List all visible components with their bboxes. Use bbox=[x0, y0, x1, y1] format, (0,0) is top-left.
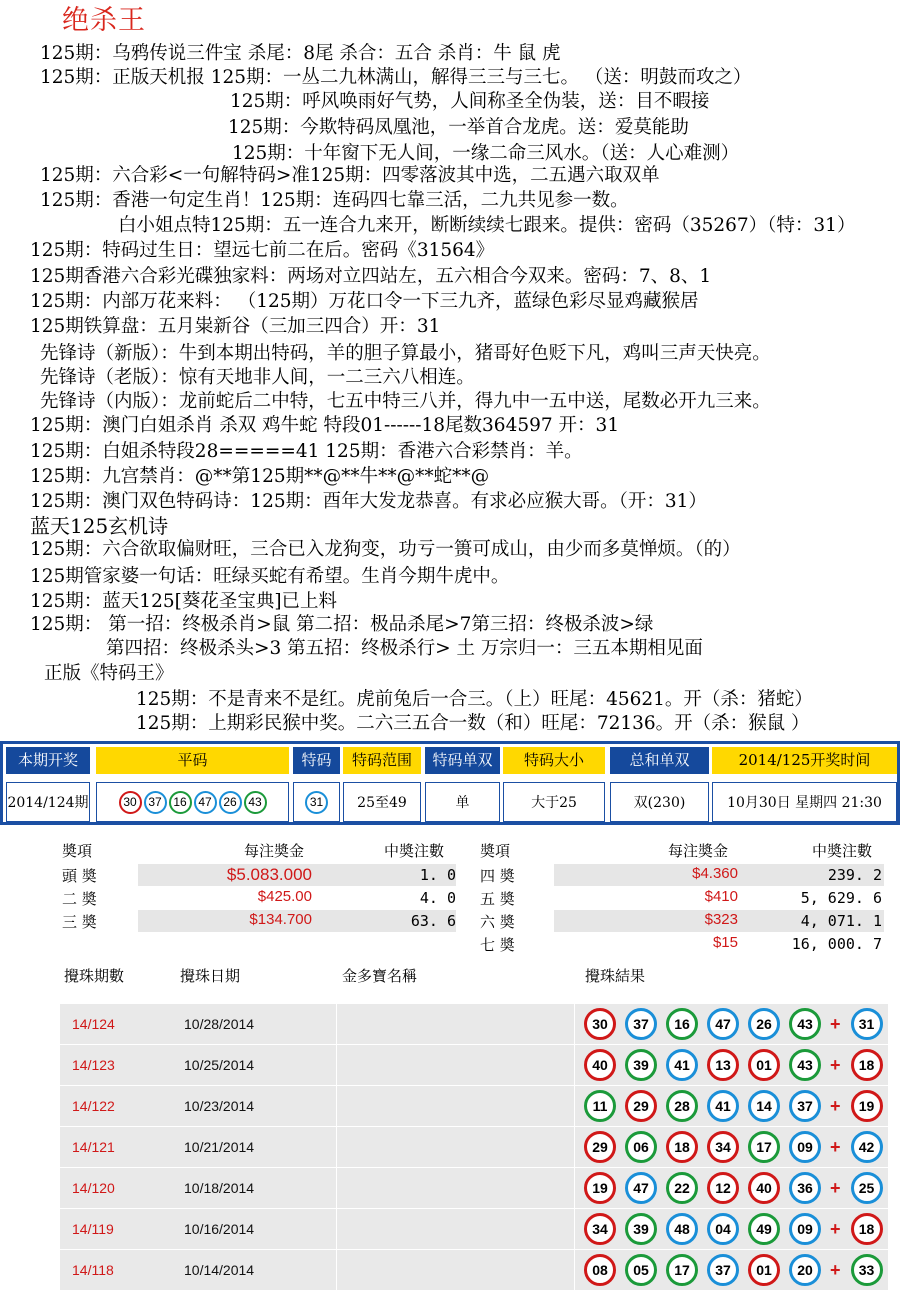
ball: 29 bbox=[625, 1090, 657, 1122]
prize-count: 1. 0 bbox=[419, 866, 456, 884]
text-line: 125期：六合欲取偏财旺，三合已入龙狗变，功亏一篑可成山，由少而多莫惮烦。（的） bbox=[30, 539, 741, 560]
result-row bbox=[60, 1004, 888, 1044]
text-line: 125期管家婆一句话：旺绿买蛇有希望。生肖今期牛虎中。 bbox=[30, 566, 510, 587]
ball: 30 bbox=[119, 791, 142, 814]
prize-count: 4, 071. 1 bbox=[800, 912, 882, 930]
ball: 40 bbox=[584, 1049, 616, 1081]
text-line: 125期：香港一句定生肖！125期：连码四七靠三活，二九共见参一数。 bbox=[40, 190, 629, 211]
text-line: 125期：内部万花来料： （125期）万花口令一下三九齐，蓝绿色彩尽显鸡藏猴居 bbox=[30, 291, 699, 312]
ball: 20 bbox=[789, 1254, 821, 1286]
text-line: 125期：乌鸦传说三件宝 杀尾：8尾 杀合：五合 杀肖：牛 鼠 虎 bbox=[40, 43, 561, 64]
text-line: 先锋诗（内版）：龙前蛇后二中特，七五中特三八并，得九中一五中送，尾数必开九三来。 bbox=[40, 391, 771, 412]
prize-amount: $4.360 bbox=[692, 865, 738, 882]
prize-col-header: 中奬注數 bbox=[384, 842, 445, 860]
text-line: 125期：不是青来不是红。虎前兔后一合三。（上）旺尾：45621。开（杀：猪蛇） bbox=[136, 689, 813, 710]
draw-regular-balls bbox=[96, 782, 289, 822]
draw-special-ball bbox=[293, 782, 340, 822]
text-line: 正版《特码王》 bbox=[44, 663, 174, 684]
draw-header: 特码单双 bbox=[425, 747, 500, 774]
text-line: 125期：六合彩<一句解特码>准125期：四零落波其中选，二五遇六取双单 bbox=[40, 165, 660, 186]
ball: 37 bbox=[707, 1254, 739, 1286]
draw-header: 平码 bbox=[96, 747, 289, 774]
draw-range: 25至49 bbox=[343, 782, 421, 822]
prize-name: 三 奬 bbox=[62, 913, 97, 931]
result-issue: 14/124 bbox=[72, 1016, 115, 1032]
col-date-header: 攪珠日期 bbox=[180, 967, 241, 985]
result-balls bbox=[584, 1131, 883, 1163]
ball: 11 bbox=[584, 1090, 616, 1122]
ball: 37 bbox=[789, 1090, 821, 1122]
result-date: 10/18/2014 bbox=[184, 1180, 255, 1196]
ball: 41 bbox=[666, 1049, 698, 1081]
prize-name: 七 奬 bbox=[480, 936, 515, 954]
ball: 34 bbox=[707, 1131, 739, 1163]
special-ball: 18 bbox=[851, 1213, 883, 1245]
ball: 47 bbox=[707, 1008, 739, 1040]
prize-count: 16, 000. 7 bbox=[791, 935, 882, 953]
ball: 01 bbox=[748, 1049, 780, 1081]
col-pool-header: 金多寶名稱 bbox=[342, 967, 418, 985]
prize-name: 頭 奬 bbox=[62, 867, 97, 885]
column-separator bbox=[336, 1127, 337, 1167]
ball: 47 bbox=[194, 791, 217, 814]
plus-icon: + bbox=[830, 1136, 841, 1157]
text-line: 白小姐点特125期：五一连合九来开，断断续续七跟来。提供：密码（35267）（特：31） bbox=[118, 215, 856, 236]
result-date: 10/23/2014 bbox=[184, 1098, 255, 1114]
result-issue: 14/118 bbox=[72, 1262, 114, 1278]
ball: 13 bbox=[707, 1049, 739, 1081]
result-balls bbox=[584, 1172, 883, 1204]
page-title: 绝杀王 bbox=[62, 5, 146, 36]
special-ball: 18 bbox=[851, 1049, 883, 1081]
prize-amount: $410 bbox=[704, 888, 738, 905]
draw-header: 特码 bbox=[293, 747, 340, 774]
draw-oddeven: 单 bbox=[425, 782, 500, 822]
ball: 01 bbox=[748, 1254, 780, 1286]
ball: 19 bbox=[584, 1172, 616, 1204]
column-separator bbox=[336, 1250, 337, 1290]
ball: 17 bbox=[748, 1131, 780, 1163]
column-separator bbox=[574, 1209, 575, 1249]
ball: 41 bbox=[707, 1090, 739, 1122]
result-row bbox=[60, 1168, 888, 1208]
result-date: 10/25/2014 bbox=[184, 1057, 255, 1073]
prize-name: 四 奬 bbox=[480, 867, 515, 885]
ball: 06 bbox=[625, 1131, 657, 1163]
draw-header: 2014/125开奖时间 bbox=[712, 747, 897, 774]
ball: 40 bbox=[748, 1172, 780, 1204]
ball: 34 bbox=[584, 1213, 616, 1245]
ball: 36 bbox=[789, 1172, 821, 1204]
column-separator bbox=[336, 1086, 337, 1126]
text-line: 125期香港六合彩光碟独家料：两场对立四站左，五六相合今双来。密码：7、8、1 bbox=[30, 266, 712, 287]
draw-info-table bbox=[0, 741, 900, 825]
text-line: 125期：今欺特码凤凰池，一举首合龙虎。送：爱莫能助 bbox=[228, 117, 689, 138]
special-ball: 33 bbox=[851, 1254, 883, 1286]
text-line: 125期：特码过生日：望远七前二在后。密码《31564》 bbox=[30, 240, 495, 261]
column-separator bbox=[336, 1168, 337, 1208]
draw-header: 特码范围 bbox=[343, 747, 421, 774]
column-separator bbox=[574, 1250, 575, 1290]
prize-name: 六 奬 bbox=[480, 913, 515, 931]
ball: 43 bbox=[789, 1008, 821, 1040]
ball: 37 bbox=[625, 1008, 657, 1040]
text-line: 125期：澳门白姐杀肖 杀双 鸡牛蛇 特段01------18尾数364597 开：31 bbox=[30, 415, 620, 436]
prize-col-header: 奬項 bbox=[62, 842, 93, 860]
ball: 37 bbox=[144, 791, 167, 814]
draw-header: 特码大小 bbox=[503, 747, 605, 774]
ball: 17 bbox=[666, 1254, 698, 1286]
result-row bbox=[60, 1250, 888, 1290]
result-issue: 14/121 bbox=[72, 1139, 115, 1155]
prize-amount: $323 bbox=[704, 911, 738, 928]
ball: 05 bbox=[625, 1254, 657, 1286]
text-line: 125期：蓝天125[葵花圣宝典]已上料 bbox=[30, 591, 338, 612]
text-line: 125期：白姐杀特段28=====41 125期：香港六合彩禁肖：羊。 bbox=[30, 441, 583, 462]
ball: 14 bbox=[748, 1090, 780, 1122]
ball: 47 bbox=[625, 1172, 657, 1204]
draw-time: 10月30日 星期四 21:30 bbox=[712, 782, 897, 822]
ball: 18 bbox=[666, 1131, 698, 1163]
prize-col-header: 每注奬金 bbox=[244, 842, 305, 860]
text-line: 蓝天125玄机诗 bbox=[30, 514, 169, 538]
result-row bbox=[60, 1045, 888, 1085]
text-line: 125期：呼风唤雨好气势，人间称圣全伪装，送：目不暇接 bbox=[230, 91, 710, 112]
plus-icon: + bbox=[830, 1218, 841, 1239]
draw-header: 总和单双 bbox=[610, 747, 709, 774]
special-ball: 42 bbox=[851, 1131, 883, 1163]
prize-name: 二 奬 bbox=[62, 890, 97, 908]
prize-col-header: 中奬注數 bbox=[812, 842, 873, 860]
prize-count: 4. 0 bbox=[419, 889, 456, 907]
result-row bbox=[60, 1209, 888, 1249]
ball: 26 bbox=[219, 791, 242, 814]
ball: 16 bbox=[666, 1008, 698, 1040]
result-balls bbox=[584, 1213, 883, 1245]
ball: 31 bbox=[305, 791, 328, 814]
text-line: 125期：十年窗下无人间，一缘二命三风水。（送：人心难测） bbox=[232, 143, 740, 164]
column-separator bbox=[574, 1004, 575, 1044]
prize-count: 239. 2 bbox=[827, 866, 882, 884]
result-balls bbox=[584, 1090, 883, 1122]
plus-icon: + bbox=[830, 1259, 841, 1280]
prize-amount: $15 bbox=[712, 934, 738, 951]
column-separator bbox=[574, 1127, 575, 1167]
result-balls bbox=[584, 1049, 883, 1081]
special-ball: 25 bbox=[851, 1172, 883, 1204]
plus-icon: + bbox=[830, 1095, 841, 1116]
result-issue: 14/120 bbox=[72, 1180, 115, 1196]
ball: 28 bbox=[666, 1090, 698, 1122]
ball: 48 bbox=[666, 1213, 698, 1245]
special-ball: 31 bbox=[851, 1008, 883, 1040]
result-date: 10/14/2014 bbox=[184, 1262, 255, 1278]
text-line: 先锋诗（新版）：牛到本期出特码，羊的胆子算最小，猪哥好色贬下凡，鸡叫三声天快亮。 bbox=[40, 343, 771, 364]
result-date: 10/21/2014 bbox=[184, 1139, 255, 1155]
text-line: 先锋诗（老版）：惊有天地非人间，一二三六八相连。 bbox=[40, 367, 475, 388]
ball: 26 bbox=[748, 1008, 780, 1040]
ball: 49 bbox=[748, 1213, 780, 1245]
result-issue: 14/122 bbox=[72, 1098, 115, 1114]
result-balls bbox=[584, 1008, 883, 1040]
special-ball: 19 bbox=[851, 1090, 883, 1122]
result-date: 10/28/2014 bbox=[184, 1016, 255, 1032]
col-result-header: 攪珠結果 bbox=[585, 967, 646, 985]
column-separator bbox=[336, 1209, 337, 1249]
result-row bbox=[60, 1127, 888, 1167]
ball: 09 bbox=[789, 1213, 821, 1245]
prize-amount: $5.083.000 bbox=[226, 865, 312, 884]
ball: 39 bbox=[625, 1213, 657, 1245]
prize-count: 5, 629. 6 bbox=[800, 889, 882, 907]
result-date: 10/16/2014 bbox=[184, 1221, 255, 1237]
text-line: 125期：九宫禁肖：@**第125期**@**牛**@**蛇**@ bbox=[30, 466, 490, 487]
draw-sum: 双(230) bbox=[610, 782, 709, 822]
prize-name: 五 奬 bbox=[480, 890, 515, 908]
ball: 04 bbox=[707, 1213, 739, 1245]
prize-count: 63. 6 bbox=[410, 912, 456, 930]
col-issue-header: 攪珠期數 bbox=[64, 967, 125, 985]
ball: 43 bbox=[244, 791, 267, 814]
ball: 39 bbox=[625, 1049, 657, 1081]
text-line: 125期铁算盘：五月粜新谷（三加三四合）开：31 bbox=[30, 316, 441, 337]
result-issue: 14/119 bbox=[72, 1221, 114, 1237]
column-separator bbox=[574, 1045, 575, 1085]
result-row bbox=[60, 1086, 888, 1126]
ball: 22 bbox=[666, 1172, 698, 1204]
text-line: 125期：正版天机报 125期：一丛二九林满山，解得三三与三七。 （送：明鼓而攻之） bbox=[40, 67, 752, 88]
column-separator bbox=[574, 1168, 575, 1208]
prize-amount: $425.00 bbox=[257, 888, 312, 905]
plus-icon: + bbox=[830, 1013, 841, 1034]
ball: 08 bbox=[584, 1254, 616, 1286]
text-line: 125期： 第一招：终极杀肖>鼠 第二招：极品杀尾>7第三招：终极杀波>绿 bbox=[30, 614, 654, 635]
prize-col-header: 奬項 bbox=[480, 842, 511, 860]
result-balls bbox=[584, 1254, 883, 1286]
draw-size: 大于25 bbox=[503, 782, 605, 822]
ball: 09 bbox=[789, 1131, 821, 1163]
column-separator bbox=[336, 1045, 337, 1085]
prize-col-header: 每注奬金 bbox=[668, 842, 729, 860]
ball: 16 bbox=[169, 791, 192, 814]
draw-header: 本期开奖 bbox=[6, 747, 90, 774]
column-separator bbox=[574, 1086, 575, 1126]
column-separator bbox=[336, 1004, 337, 1044]
draw-issue: 2014/124期 bbox=[6, 782, 90, 822]
plus-icon: + bbox=[830, 1054, 841, 1075]
ball: 43 bbox=[789, 1049, 821, 1081]
ball: 29 bbox=[584, 1131, 616, 1163]
text-line: 125期：澳门双色特码诗：125期：酉年大发龙恭喜。有求必应猴大哥。（开：31） bbox=[30, 491, 707, 512]
result-issue: 14/123 bbox=[72, 1057, 115, 1073]
text-line: 第四招：终极杀头>3 第五招：终极杀行> 土 万宗归一：三五本期相见面 bbox=[106, 638, 703, 659]
prize-amount: $134.700 bbox=[249, 911, 312, 928]
text-line: 125期：上期彩民猴中奖。二六三五合一数（和）旺尾：72136。开（杀：猴鼠 ） bbox=[136, 713, 810, 734]
plus-icon: + bbox=[830, 1177, 841, 1198]
ball: 30 bbox=[584, 1008, 616, 1040]
ball: 12 bbox=[707, 1172, 739, 1204]
